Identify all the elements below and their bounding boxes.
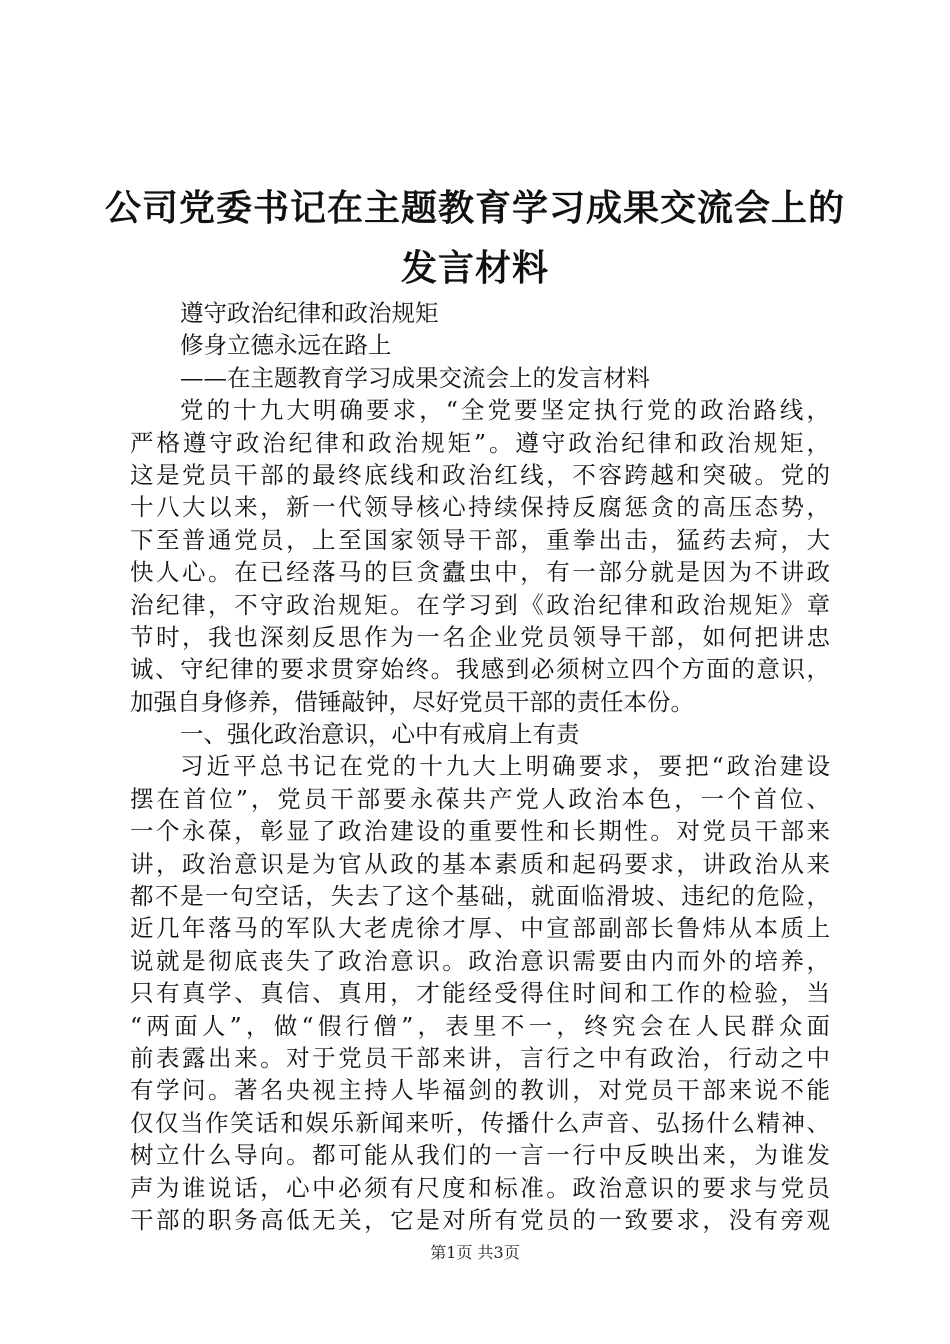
paragraph-line: 党的十九大明确要求，“全党要坚定执行党的政治路线， [180,396,830,425]
paragraph-line: 只有真学、真信、真用，才能经受得住时间和工作的检验，当 [130,979,830,1008]
subheading-political-rules: 遵守政治纪律和政治规矩 [180,299,439,327]
page-number-footer: 第1页 共3页 [430,1243,520,1262]
document-body [130,297,830,1236]
paragraph-line: 十八大以来，新一代领导核心持续保持反腐惩贪的高压态势， [130,493,830,522]
paragraph-line: 前表露出来。对于党员干部来讲，言行之中有政治，行动之中 [130,1043,830,1072]
paragraph-1 [130,394,830,718]
paragraph-line: 干部的职务高低无关，它是对所有党员的一致要求，没有旁观 [130,1205,830,1234]
paragraph-line: 声为谁说话，心中必须有尺度和标准。政治意识的要求与党员 [130,1173,830,1202]
paragraph-line: 说就是彻底丧失了政治意识。政治意识需要由内而外的培养， [130,946,830,975]
document-title-line-1: 公司党委书记在主题教育学习成果交流会上的 [104,187,845,229]
subheading-self-cultivation: 修身立德永远在路上 [180,331,392,360]
paragraph-line: 这是党员干部的最终底线和政治红线，不容跨越和突破。党的 [130,460,830,489]
paragraph-line: 加强自身修养，借锤敲钟，尽好党员干部的责任本份。 [130,687,694,716]
subheading-speech-subtitle: ——在主题教育学习成果交流会上的发言材料 [180,363,650,392]
paragraph-line: 树立什么导向。都可能从我们的一言一行中反映出来，为谁发 [130,1141,830,1170]
paragraph-line: 习近平总书记在党的十九大上明确要求，要把“政治建设 [180,752,830,781]
paragraph-line: 都不是一句空话，失去了这个基础，就面临滑坡、违纪的危险， [130,882,830,911]
section-heading-1: 一、强化政治意识，心中有戒肩上有责 [180,720,580,749]
document-title-line-2: 发言材料 [400,247,549,289]
paragraph-line: 下至普通党员，上至国家领导干部，重拳出击，猛药去疴，大 [130,525,830,554]
paragraph-line: 节时，我也深刻反思作为一名企业党员领导干部，如何把讲忠 [130,622,830,651]
paragraph-line: 近几年落马的军队大老虎徐才厚、中宣部副部长鲁炜从本质上 [130,914,830,943]
paragraph-line: 治纪律，不守政治规矩。在学习到《政治纪律和政治规矩》章 [130,590,830,619]
paragraph-line: 严格遵守政治纪律和政治规矩”。遵守政治纪律和政治规矩， [130,428,830,457]
paragraph-line: “两面人”，做“假行僧”，表里不一，终究会在人民群众面 [130,1011,830,1040]
paragraph-line: 有学问。著名央视主持人毕福剑的教训，对党员干部来说不能 [130,1076,830,1105]
paragraph-line: 一个永葆，彰显了政治建设的重要性和长期性。对党员干部来 [130,817,830,846]
paragraph-line: 诚、守纪律的要求贯穿始终。我感到必须树立四个方面的意识， [130,655,830,684]
paragraph-line: 快人心。在已经落马的巨贪蠹虫中，有一部分就是因为不讲政 [130,558,830,587]
paragraph-2 [130,750,830,1236]
paragraph-line: 讲，政治意识是为官从政的基本素质和起码要求，讲政治从来 [130,849,830,878]
paragraph-line: 仅仅当作笑话和娱乐新闻来听，传播什么声音、弘扬什么精神、 [130,1108,830,1137]
paragraph-line: 摆在首位”，党员干部要永葆共产党人政治本色，一个首位、 [130,784,830,813]
